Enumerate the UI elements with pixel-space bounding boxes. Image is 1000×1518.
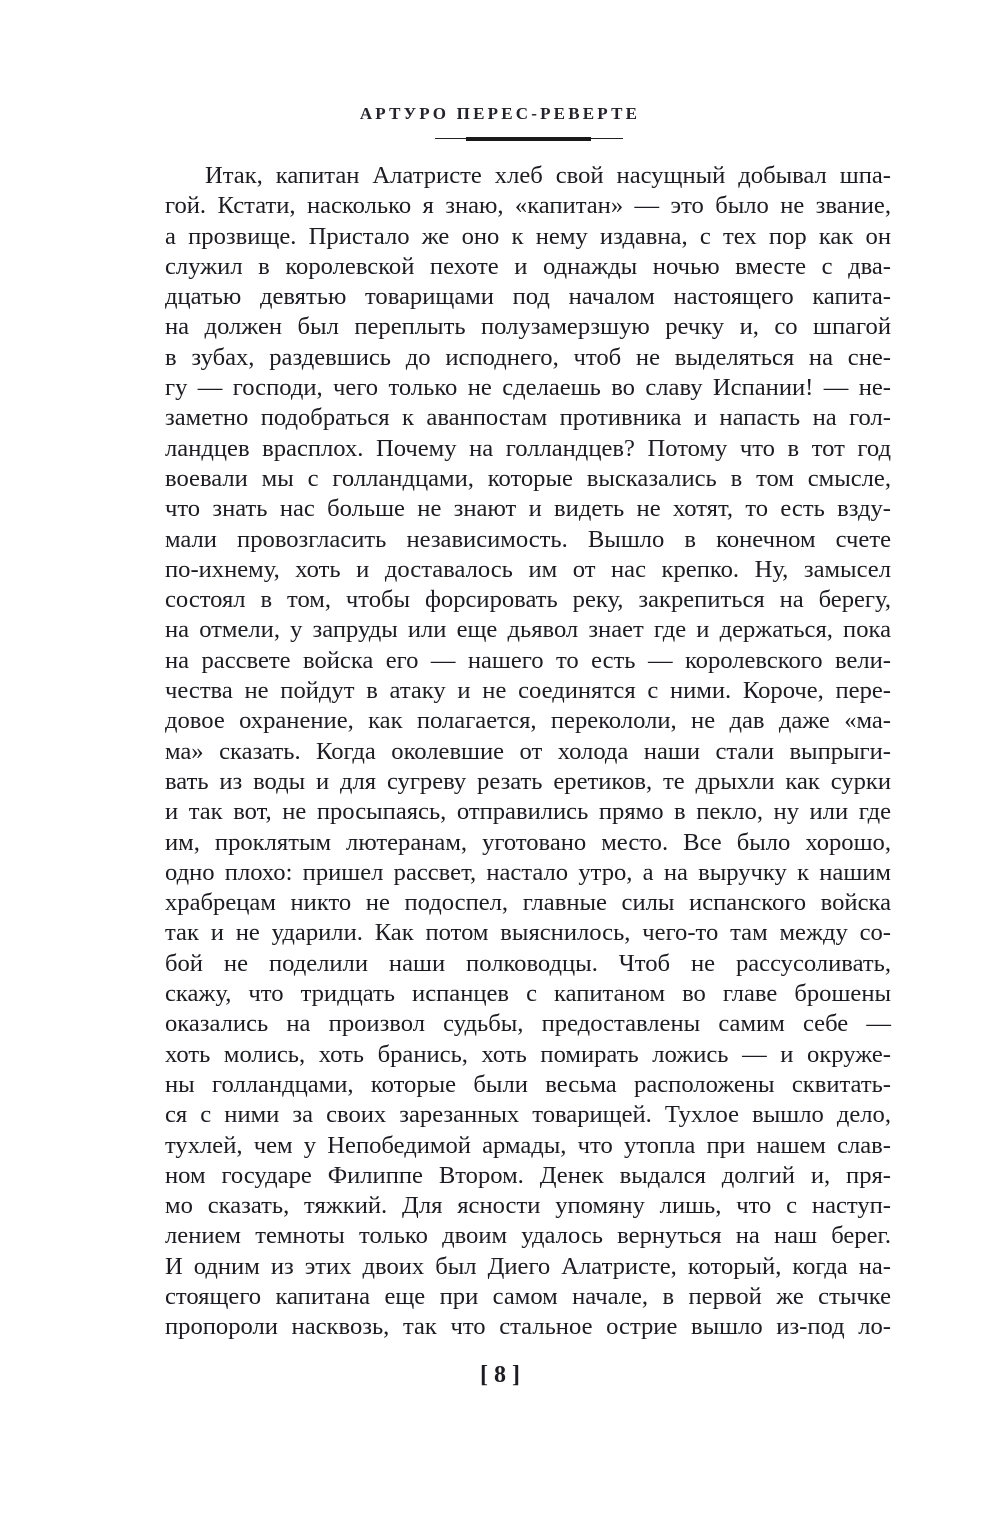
text-line: ландцев врасплох. Почему на голландцев? Потому что в тот год: [165, 434, 891, 462]
text-line: так и не ударили. Как потом выяснилось, чего-то там между со-: [165, 919, 891, 947]
body-text: [165, 161, 891, 1343]
text-line: на рассвете войска его — нашего то есть — королевского вели-: [165, 646, 891, 674]
text-line: гой. Кстати, насколько я знаю, «капитан» — это было не звание,: [165, 192, 891, 220]
text-line: на отмели, у запруды или еще дьявол знает где и держаться, пока: [165, 616, 891, 644]
text-line: что знать нас больше не знают и видеть не хотят, то есть взду-: [165, 495, 891, 523]
text-line: одно плохо: пришел рассвет, настало утро, а на выручку к нашим: [165, 858, 891, 886]
text-line: оказались на произвол судьбы, предоставлены самим себе —: [165, 1010, 891, 1038]
text-line: воевали мы с голландцами, которые высказались в том смысле,: [165, 464, 891, 492]
running-header: АРТУРО ПЕРЕС-РЕВЕРТЕ: [359, 104, 641, 123]
text-line: ном государе Филиппе Втором. Денек выдался долгий и, пря-: [165, 1161, 891, 1189]
text-line: состоял в том, чтобы форсировать реку, закрепиться на берегу,: [165, 586, 891, 614]
text-line: вать из воды и для сугреву резать еретиков, те дрыхли как сурки: [165, 767, 891, 795]
text-line: а прозвище. Пристало же оно к нему издавна, с тех пор как он: [165, 222, 891, 250]
text-line: скажу, что тридцать испанцев с капитаном во главе брошены: [165, 980, 891, 1008]
text-line: довое охранение, как полагается, перекололи, не дав даже «ма-: [165, 707, 891, 735]
text-line: Итак, капитан Алатристе хлеб свой насущный добывал шпа-: [205, 162, 891, 189]
text-line: и так вот, не просыпаясь, отправились прямо в пекло, ну или где: [165, 798, 891, 826]
text-line: лением темноты только двоим удалось вернуться на наш берег.: [165, 1222, 891, 1250]
text-line: хоть молись, хоть бранись, хоть помирать ложись — и окруже-: [165, 1040, 891, 1068]
text-line: И одним из этих двоих был Диего Алатристе, который, когда на-: [165, 1252, 891, 1280]
text-line: бой не поделили наши полководцы. Чтоб не рассусоливать,: [165, 949, 891, 977]
text-line: служил в королевской пехоте и однажды ночью вместе с два-: [165, 252, 891, 280]
text-line: чества не пойдут в атаку и не соединятся с ними. Короче, пере-: [165, 677, 891, 705]
text-line: дцатью девятью товарищами под началом настоящего капита-: [165, 283, 891, 311]
text-line: им, проклятым лютеранам, уготовано место. Все было хорошо,: [165, 828, 891, 856]
text-line: на должен был переплыть полузамерзшую речку и, со шпагой: [165, 313, 891, 341]
text-line: в зубах, раздевшись до исподнего, чтоб не выделяться на сне-: [165, 343, 891, 371]
text-line: ны голландцами, которые были весьма расположены сквитать-: [165, 1070, 891, 1098]
text-line: стоящего капитана еще при самом начале, в первой же стычке: [165, 1282, 891, 1310]
text-line: по-ихнему, хоть и доставалось им от нас крепко. Ну, замысел: [165, 555, 891, 583]
text-line: ся с ними за своих зарезанных товарищей. Тухлое вышло дело,: [165, 1101, 891, 1129]
text-line: мали провозгласить независимость. Вышло в конечном счете: [165, 525, 891, 553]
text-line: ма» сказать. Когда околевшие от холода наши стали выпрыги-: [165, 737, 891, 765]
header-rule-thick: [466, 137, 591, 141]
text-line: пропороли насквозь, так что стальное острие вышло из-под ло-: [165, 1313, 891, 1341]
text-line: заметно подобраться к аванпостам противника и напасть на гол-: [165, 404, 891, 432]
text-line: гу — господи, чего только не сделаешь во славу Испании! — не-: [165, 374, 891, 402]
text-line: мо сказать, тяжкий. Для ясности упомяну лишь, что с наступ-: [165, 1192, 891, 1220]
page-number: [ 8 ]: [480, 1362, 520, 1388]
text-line: тухлей, чем у Непобедимой армады, что утопла при нашем слав-: [165, 1131, 891, 1159]
text-line: храбрецам никто не подоспел, главные силы испанского войска: [165, 889, 891, 917]
